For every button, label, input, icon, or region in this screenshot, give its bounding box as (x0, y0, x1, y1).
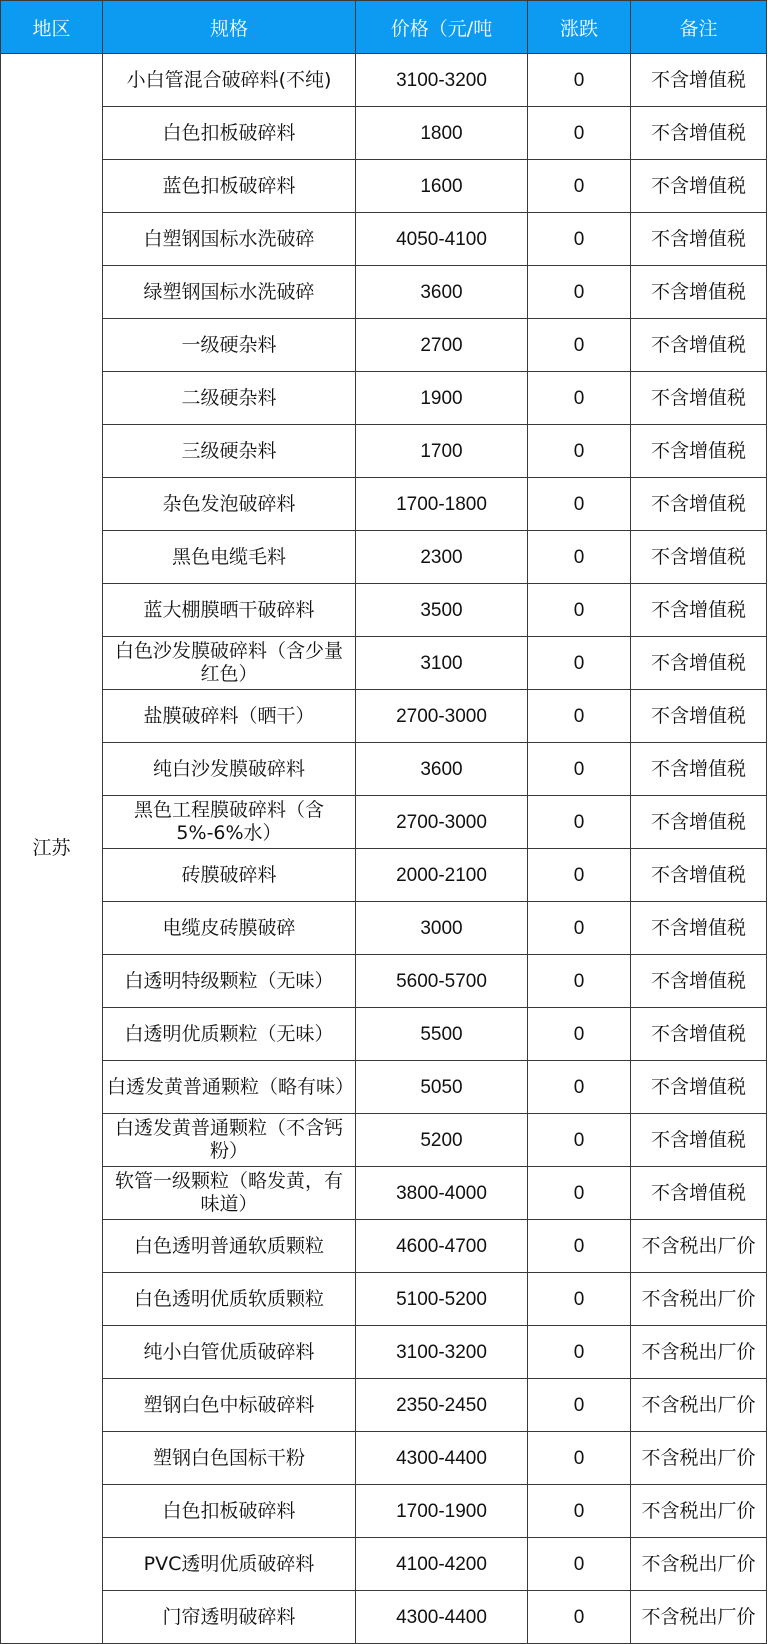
change-cell: 0 (528, 796, 631, 849)
note-cell: 不含增值税 (631, 637, 767, 690)
change-cell: 0 (528, 160, 631, 213)
price-cell: 2700-3000 (356, 796, 528, 849)
note-cell: 不含税出厂价 (631, 1432, 767, 1485)
spec-cell: 白色透明普通软质颗粒 (103, 1220, 356, 1273)
change-cell: 0 (528, 531, 631, 584)
price-cell: 3100 (356, 637, 528, 690)
spec-cell: 塑钢白色中标破碎料 (103, 1379, 356, 1432)
change-cell: 0 (528, 1538, 631, 1591)
spec-cell: 蓝色扣板破碎料 (103, 160, 356, 213)
spec-cell: 盐膜破碎料（晒干） (103, 690, 356, 743)
price-cell: 2350-2450 (356, 1379, 528, 1432)
note-cell: 不含增值税 (631, 107, 767, 160)
note-cell: 不含增值税 (631, 160, 767, 213)
spec-cell: 绿塑钢国标水洗破碎 (103, 266, 356, 319)
note-cell: 不含增值税 (631, 1167, 767, 1220)
change-cell: 0 (528, 478, 631, 531)
header-row (1, 1, 767, 54)
change-cell: 0 (528, 690, 631, 743)
note-cell: 不含增值税 (631, 213, 767, 266)
price-cell: 1700-1900 (356, 1485, 528, 1538)
table-row (1, 1273, 767, 1326)
note-cell: 不含增值税 (631, 425, 767, 478)
spec-cell: 黑色工程膜破碎料（含5%-6%水） (103, 796, 356, 849)
note-cell: 不含增值税 (631, 1008, 767, 1061)
price-cell: 1800 (356, 107, 528, 160)
table-row (1, 849, 767, 902)
table-row (1, 1167, 767, 1220)
change-cell: 0 (528, 319, 631, 372)
note-cell: 不含增值税 (631, 902, 767, 955)
price-cell: 2700 (356, 319, 528, 372)
change-cell: 0 (528, 266, 631, 319)
change-cell: 0 (528, 743, 631, 796)
note-cell: 不含增值税 (631, 584, 767, 637)
spec-cell: 白色扣板破碎料 (103, 107, 356, 160)
table-row (1, 1379, 767, 1432)
note-cell: 不含税出厂价 (631, 1485, 767, 1538)
table-row (1, 160, 767, 213)
spec-cell: 黑色电缆毛料 (103, 531, 356, 584)
table-header (1, 1, 767, 54)
table-row (1, 319, 767, 372)
change-cell: 0 (528, 1008, 631, 1061)
note-cell: 不含增值税 (631, 955, 767, 1008)
table-row (1, 478, 767, 531)
header-spec: 规格 (103, 1, 356, 54)
spec-cell: 白塑钢国标水洗破碎 (103, 213, 356, 266)
change-cell: 0 (528, 1273, 631, 1326)
change-cell: 0 (528, 54, 631, 107)
note-cell: 不含增值税 (631, 372, 767, 425)
table-row (1, 54, 767, 107)
change-cell: 0 (528, 372, 631, 425)
note-cell: 不含税出厂价 (631, 1273, 767, 1326)
price-cell: 1900 (356, 372, 528, 425)
spec-cell: 纯小白管优质破碎料 (103, 1326, 356, 1379)
table-row (1, 266, 767, 319)
spec-cell: 三级硬杂料 (103, 425, 356, 478)
spec-cell: 小白管混合破碎料(不纯) (103, 54, 356, 107)
note-cell: 不含税出厂价 (631, 1591, 767, 1644)
price-cell: 2700-3000 (356, 690, 528, 743)
change-cell: 0 (528, 1379, 631, 1432)
change-cell: 0 (528, 1591, 631, 1644)
table-row (1, 1061, 767, 1114)
spec-cell: 白透明优质颗粒（无味） (103, 1008, 356, 1061)
spec-cell: 二级硬杂料 (103, 372, 356, 425)
note-cell: 不含增值税 (631, 743, 767, 796)
table-row (1, 690, 767, 743)
spec-cell: 砖膜破碎料 (103, 849, 356, 902)
table-row (1, 107, 767, 160)
change-cell: 0 (528, 902, 631, 955)
header-price: 价格（元/吨 (356, 1, 528, 54)
table-row (1, 1485, 767, 1538)
note-cell: 不含增值税 (631, 531, 767, 584)
price-cell: 3500 (356, 584, 528, 637)
table-body (1, 54, 767, 1644)
spec-cell: 软管一级颗粒（略发黄，有味道） (103, 1167, 356, 1220)
change-cell: 0 (528, 584, 631, 637)
note-cell: 不含税出厂价 (631, 1220, 767, 1273)
header-change: 涨跌 (528, 1, 631, 54)
price-cell: 3800-4000 (356, 1167, 528, 1220)
note-cell: 不含增值税 (631, 1061, 767, 1114)
table-row (1, 531, 767, 584)
change-cell: 0 (528, 1167, 631, 1220)
price-cell: 1700-1800 (356, 478, 528, 531)
header-note: 备注 (631, 1, 767, 54)
table-row (1, 743, 767, 796)
spec-cell: 纯白沙发膜破碎料 (103, 743, 356, 796)
spec-cell: 白透明特级颗粒（无味） (103, 955, 356, 1008)
note-cell: 不含税出厂价 (631, 1379, 767, 1432)
price-cell: 5600-5700 (356, 955, 528, 1008)
table-row (1, 1220, 767, 1273)
price-cell: 5500 (356, 1008, 528, 1061)
spec-cell: 白色透明优质软质颗粒 (103, 1273, 356, 1326)
change-cell: 0 (528, 213, 631, 266)
price-cell: 4100-4200 (356, 1538, 528, 1591)
note-cell: 不含增值税 (631, 266, 767, 319)
spec-cell: 门帘透明破碎料 (103, 1591, 356, 1644)
price-cell: 2000-2100 (356, 849, 528, 902)
note-cell: 不含税出厂价 (631, 1538, 767, 1591)
spec-cell: 蓝大棚膜晒干破碎料 (103, 584, 356, 637)
change-cell: 0 (528, 1114, 631, 1167)
price-cell: 3100-3200 (356, 1326, 528, 1379)
note-cell: 不含增值税 (631, 690, 767, 743)
spec-cell: 白色沙发膜破碎料（含少量红色） (103, 637, 356, 690)
table-row (1, 955, 767, 1008)
table-row (1, 213, 767, 266)
table-row (1, 1326, 767, 1379)
change-cell: 0 (528, 1326, 631, 1379)
price-cell: 3600 (356, 743, 528, 796)
spec-cell: 白透发黄普通颗粒（不含钙粉） (103, 1114, 356, 1167)
spec-cell: 一级硬杂料 (103, 319, 356, 372)
change-cell: 0 (528, 849, 631, 902)
spec-cell: PVC透明优质破碎料 (103, 1538, 356, 1591)
table-row (1, 372, 767, 425)
spec-cell: 白透发黄普通颗粒（略有味） (103, 1061, 356, 1114)
header-region: 地区 (1, 1, 103, 54)
price-cell: 4300-4400 (356, 1432, 528, 1485)
table-row (1, 902, 767, 955)
change-cell: 0 (528, 637, 631, 690)
table-row (1, 796, 767, 849)
note-cell: 不含税出厂价 (631, 1326, 767, 1379)
price-cell: 3600 (356, 266, 528, 319)
change-cell: 0 (528, 1061, 631, 1114)
price-cell: 3100-3200 (356, 54, 528, 107)
change-cell: 0 (528, 1432, 631, 1485)
price-cell: 2300 (356, 531, 528, 584)
spec-cell: 塑钢白色国标干粉 (103, 1432, 356, 1485)
price-cell: 5200 (356, 1114, 528, 1167)
region-cell: 江苏 (1, 54, 103, 1644)
change-cell: 0 (528, 425, 631, 478)
price-cell: 4600-4700 (356, 1220, 528, 1273)
note-cell: 不含增值税 (631, 319, 767, 372)
price-cell: 5100-5200 (356, 1273, 528, 1326)
price-cell: 1600 (356, 160, 528, 213)
table-row (1, 1591, 767, 1644)
table-row (1, 637, 767, 690)
table-row (1, 584, 767, 637)
price-cell: 4300-4400 (356, 1591, 528, 1644)
table-row (1, 1538, 767, 1591)
note-cell: 不含增值税 (631, 1114, 767, 1167)
change-cell: 0 (528, 1220, 631, 1273)
note-cell: 不含增值税 (631, 796, 767, 849)
table-row (1, 1008, 767, 1061)
spec-cell: 白色扣板破碎料 (103, 1485, 356, 1538)
table-row (1, 425, 767, 478)
note-cell: 不含增值税 (631, 478, 767, 531)
price-cell: 3000 (356, 902, 528, 955)
spec-cell: 杂色发泡破碎料 (103, 478, 356, 531)
price-cell: 1700 (356, 425, 528, 478)
note-cell: 不含增值税 (631, 849, 767, 902)
price-cell: 4050-4100 (356, 213, 528, 266)
spec-cell: 电缆皮砖膜破碎 (103, 902, 356, 955)
price-cell: 5050 (356, 1061, 528, 1114)
change-cell: 0 (528, 955, 631, 1008)
table-row (1, 1114, 767, 1167)
change-cell: 0 (528, 1485, 631, 1538)
note-cell: 不含增值税 (631, 54, 767, 107)
table-row (1, 1432, 767, 1485)
change-cell: 0 (528, 107, 631, 160)
